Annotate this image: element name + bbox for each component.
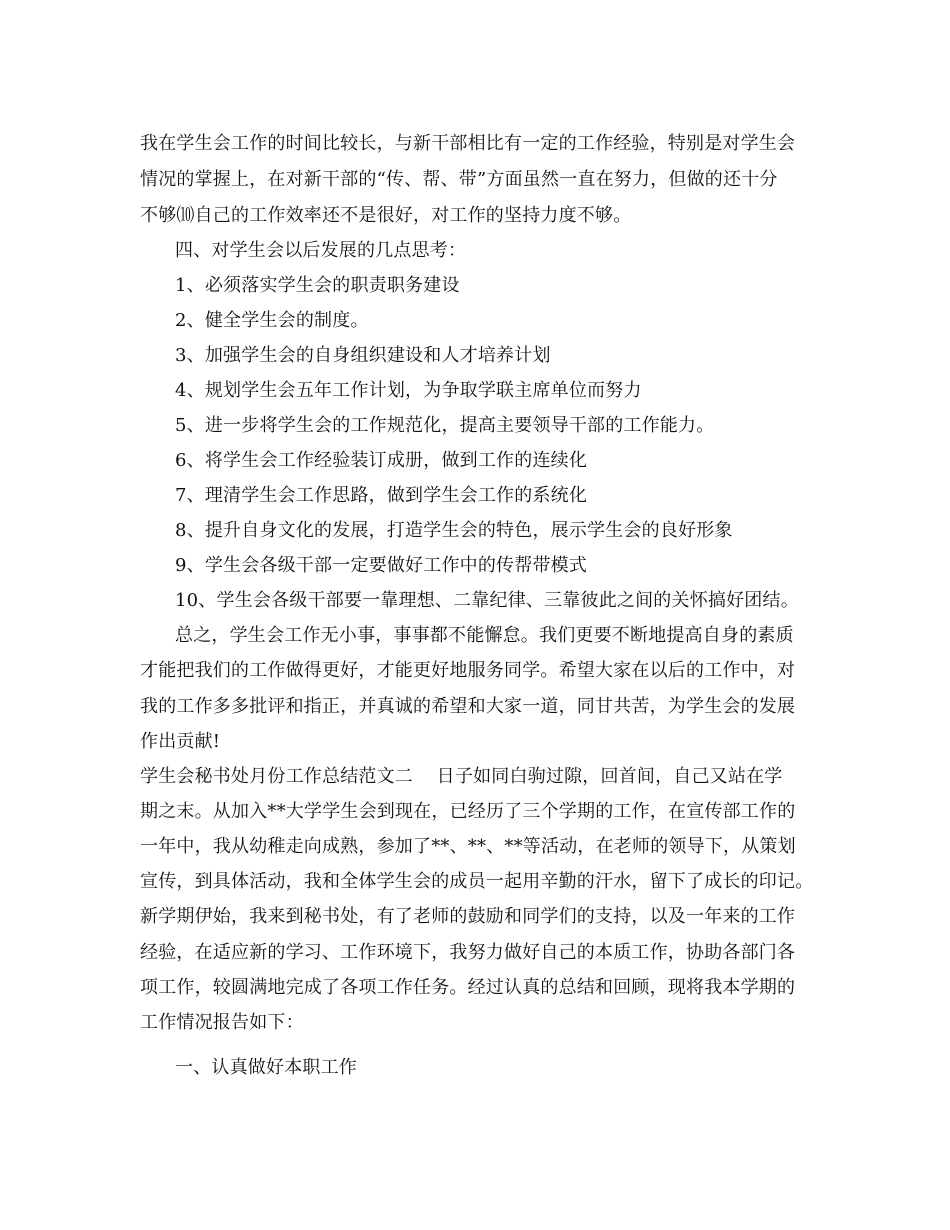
section-heading: 一、认真做好本职工作 (175, 1057, 357, 1078)
paragraph-line: 我的工作多多批评和指正，并真诚的希望和大家一道，同甘共苦，为学生会的发展 (140, 696, 796, 717)
section-title-line: 学生会秘书处月份工作总结范文二 日子如同白驹过隙，回首间，自己又站在学 (140, 766, 783, 787)
list-item: 3、加强学生会的自身组织建设和人才培养计划 (175, 345, 551, 366)
list-item: 4、规划学生会五年工作计划，为争取学联主席单位而努力 (175, 380, 642, 401)
paragraph-line: 期之末。从加入**大学学生会到现在，已经历了三个学期的工作，在宣传部工作的 (140, 801, 796, 822)
paragraph-line: 一年中，我从幼稚走向成熟，参加了**、**、**等活动，在老师的领导下，从策划 (140, 836, 796, 857)
paragraph-line: 作出贡献! (140, 731, 221, 752)
list-item: 10、学生会各级干部要一靠理想、二靠纪律、三靠彼此之间的关怀搞好团结。 (175, 590, 799, 611)
list-item: 2、健全学生会的制度。 (175, 310, 369, 331)
paragraph-line: 才能把我们的工作做得更好，才能更好地服务同学。希望大家在以后的工作中，对 (140, 660, 796, 681)
list-item: 1、必须落实学生会的职责职务建设 (175, 275, 460, 296)
paragraph-line: 经验，在适应新的学习、工作环境下，我努力做好自己的本质工作，协助各部门各 (140, 942, 796, 963)
paragraph-line: 工作情况报告如下： (140, 1012, 304, 1033)
list-item: 7、理清学生会工作思路，做到学生会工作的系统化 (175, 485, 588, 506)
paragraph-line: 不够⑽自己的工作效率还不是很好，对工作的坚持力度不够。 (140, 205, 632, 226)
paragraph-line: 项工作，较圆满地完成了各项工作任务。经过认真的总结和回顾，现将我本学期的 (140, 977, 796, 998)
paragraph-line: 宣传，到具体活动，我和全体学生会的成员一起用辛勤的汗水，留下了成长的印记。 (140, 871, 814, 892)
list-item: 8、提升自身文化的发展，打造学生会的特色，展示学生会的良好形象 (175, 520, 733, 541)
paragraph-line: 新学期伊始，我来到秘书处，有了老师的鼓励和同学们的支持，以及一年来的工作 (140, 906, 796, 927)
list-item: 6、将学生会工作经验装订成册，做到工作的连续化 (175, 450, 588, 471)
paragraph-line: 情况的掌握上，在对新干部的“传、帮、带”方面虽然一直在努力，但做的还十分 (140, 169, 778, 190)
list-item: 5、进一步将学生会的工作规范化，提高主要领导干部的工作能力。 (175, 415, 715, 436)
paragraph-line: 总之，学生会工作无小事，事事都不能懈怠。我们更要不断地提高自身的素质 (175, 625, 794, 646)
paragraph-line: 我在学生会工作的时间比较长，与新干部相比有一定的工作经验，特别是对学生会 (140, 133, 796, 154)
list-item: 9、学生会各级干部一定要做好工作中的传帮带模式 (175, 555, 588, 576)
section-heading: 四、对学生会以后发展的几点思考： (175, 240, 467, 261)
